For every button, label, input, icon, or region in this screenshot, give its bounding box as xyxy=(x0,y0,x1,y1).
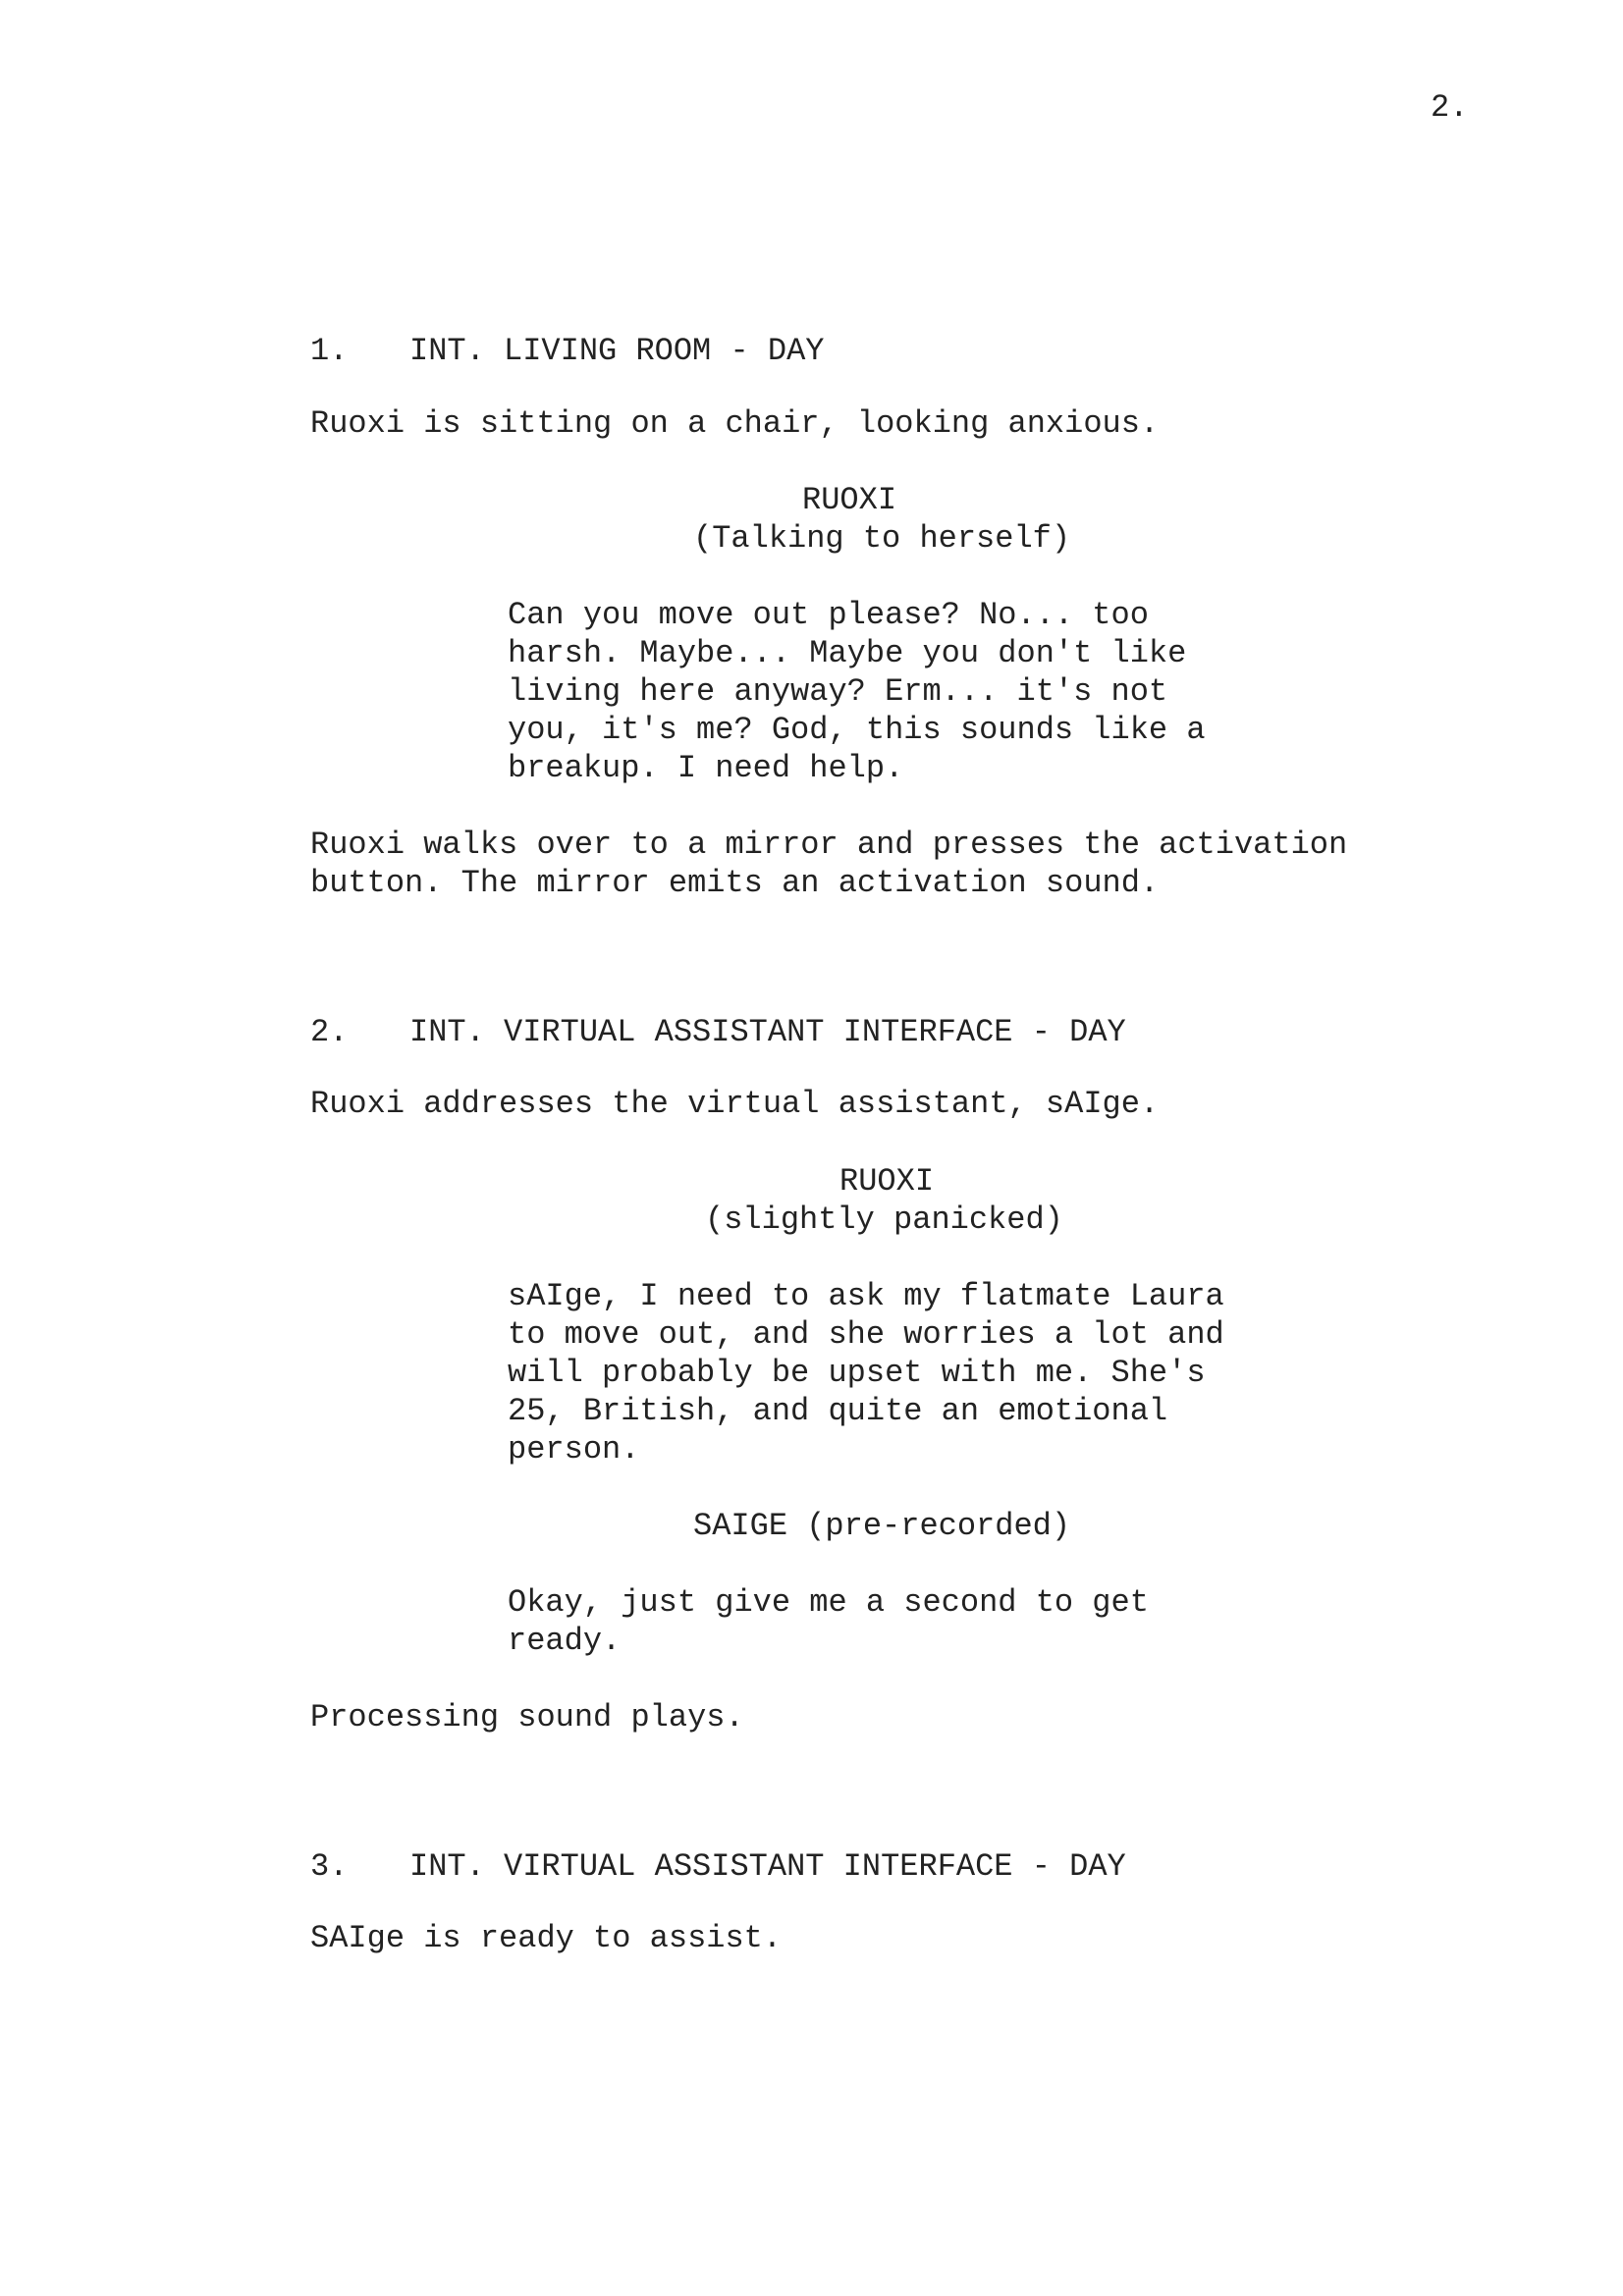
action-line: Ruoxi is sitting on a chair, looking anxious. xyxy=(310,405,1160,442)
scene-number: 3. xyxy=(310,1848,349,1885)
dialogue-line: Can you move out please? No... too xyxy=(508,597,1149,633)
dialogue-line: to move out, and she worries a lot and xyxy=(508,1316,1224,1353)
dialogue-line: harsh. Maybe... Maybe you don't like xyxy=(508,635,1187,671)
character-name: RUOXI xyxy=(802,482,897,518)
dialogue-line: you, it's me? God, this sounds like a xyxy=(508,712,1206,748)
dialogue-line: person. xyxy=(508,1431,640,1468)
scene-heading: INT. VIRTUAL ASSISTANT INTERFACE - DAY xyxy=(409,1014,1126,1050)
action-line: button. The mirror emits an activation sound. xyxy=(310,865,1160,901)
parenthetical: (slightly panicked) xyxy=(705,1201,1063,1238)
page-number: 2. xyxy=(1431,89,1469,126)
action-line: Processing sound plays. xyxy=(310,1699,744,1735)
scene-number: 1. xyxy=(310,333,349,369)
dialogue-line: 25, British, and quite an emotional xyxy=(508,1393,1168,1429)
action-line: Ruoxi addresses the virtual assistant, sAIge. xyxy=(310,1086,1160,1122)
action-line: Ruoxi walks over to a mirror and presses the activation xyxy=(310,827,1348,863)
parenthetical: (Talking to herself) xyxy=(693,520,1071,557)
scene-number: 2. xyxy=(310,1014,349,1050)
dialogue-line: living here anyway? Erm... it's not xyxy=(508,673,1168,710)
dialogue-line: sAIge, I need to ask my flatmate Laura xyxy=(508,1278,1224,1314)
dialogue-line: will probably be upset with me. She's xyxy=(508,1355,1206,1391)
dialogue-line: ready. xyxy=(508,1623,622,1659)
dialogue-line: breakup. I need help. xyxy=(508,750,904,786)
action-line: SAIge is ready to assist. xyxy=(310,1920,783,1956)
dialogue-line: Okay, just give me a second to get xyxy=(508,1584,1149,1621)
scene-heading: INT. LIVING ROOM - DAY xyxy=(409,333,825,369)
character-name: SAIGE (pre-recorded) xyxy=(693,1508,1071,1544)
character-name: RUOXI xyxy=(839,1163,935,1200)
scene-heading: INT. VIRTUAL ASSISTANT INTERFACE - DAY xyxy=(409,1848,1126,1885)
